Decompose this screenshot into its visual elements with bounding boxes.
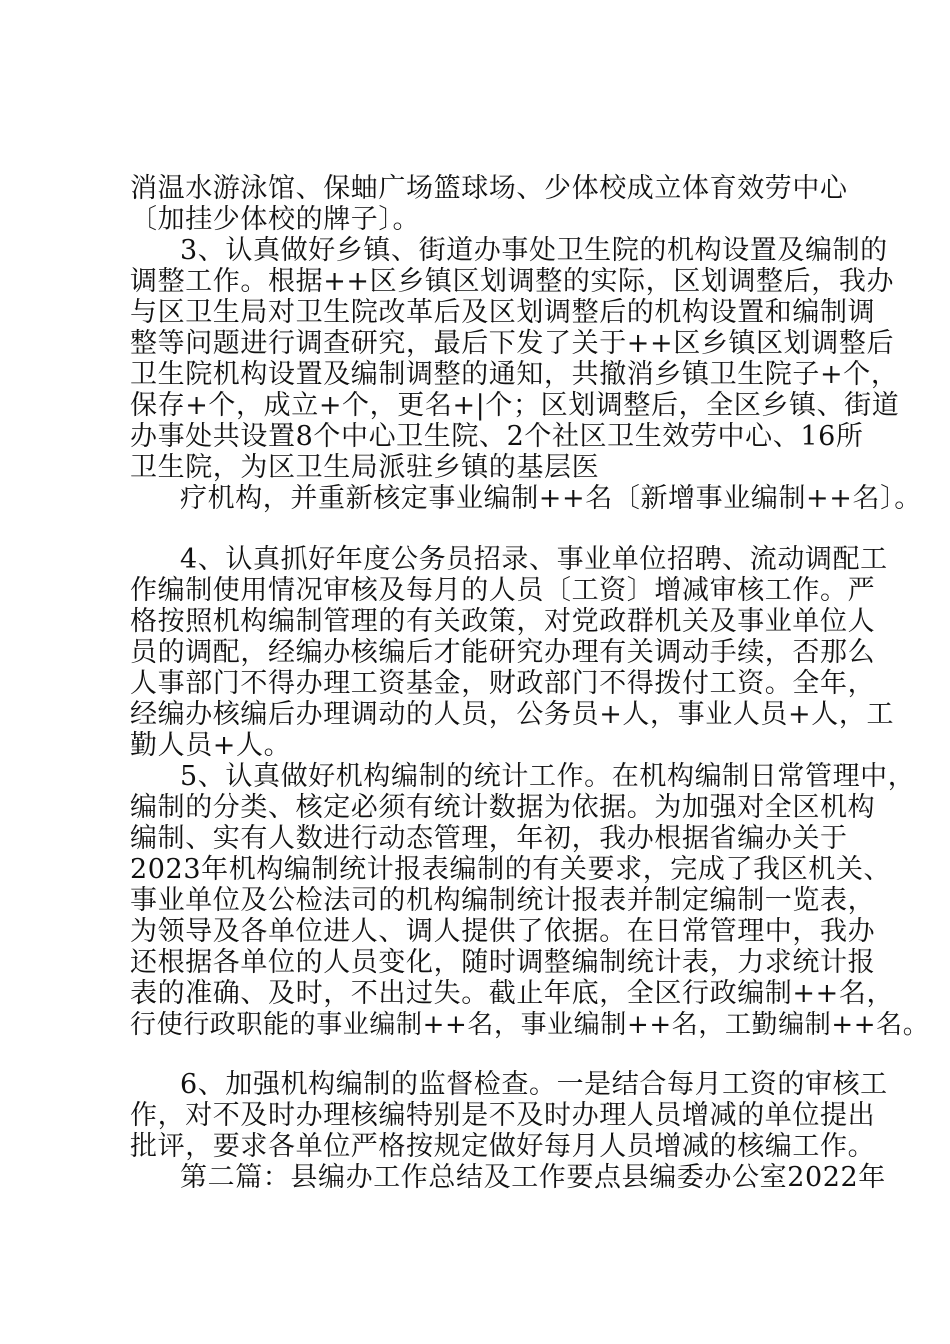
text-line: 编制、实有人数进行动态管理，年初，我办根据省编办关于 [130,823,848,854]
text-line: 格按照机构编制管理的有关政策，对党政群机关及事业单位人 [130,606,876,637]
text-line: 办事处共设置8个中心卫生院、2个社区卫生效劳中心、16所 [130,421,864,452]
text-line: 保存+个，成立+个，更名+|个；区划调整后，全区乡镇、街道 [130,390,900,421]
section-heading-line: 第二篇：县编办工作总结及工作要点县编委办公室2022年 [180,1162,886,1193]
text-line: 批评，要求各单位严格按规定做好每月人员增减的核编工作。 [130,1131,876,1162]
text-line: 员的调配，经编办核编后才能研究办理有关调动手续，否那么 [130,637,876,668]
text-line: 整等问题进行调查研究，最后下发了关于++区乡镇区划调整后 [130,328,895,359]
text-line: 作，对不及时办理核编特别是不及时办理人员增减的单位提出 [130,1100,876,1131]
text-line: 经编办核编后办理调动的人员，公务员+人，事业人员+人，工 [130,699,895,730]
text-line: 2023年机构编制统计报表编制的有关要求，完成了我区机关、 [130,854,892,885]
text-line: 事业单位及公检法司的机构编制统计报表并制定编制一览表， [130,885,876,916]
text-line: 与区卫生局对卫生院改革后及区划调整后的机构设置和编制调 [130,297,876,328]
paragraph-3-start: 3、认真做好乡镇、街道办事处卫生院的机构设置及编制的 [180,235,888,266]
text-line: 调整工作。根据++区乡镇区划调整的实际，区划调整后，我办 [130,266,895,297]
text-line: 表的准确、及时，不出过失。截止年底，全区行政编制++名， [130,978,895,1009]
text-line: 作编制使用情况审核及每月的人员〔工资〕增减审核工作。严 [130,575,876,606]
text-line: 疗机构，并重新核定事业编制++名〔新增事业编制++名〕。 [180,483,922,514]
text-line: 〔加挂少体校的牌子〕。 [130,204,421,235]
text-line: 为领导及各单位进人、调人提供了依据。在日常管理中，我办 [130,916,876,947]
text-line: 卫生院，为区卫生局派驻乡镇的基层医 [130,452,600,483]
text-line: 勤人员+人。 [130,730,292,761]
text-line: 卫生院机构设置及编制调整的通知，共撤消乡镇卫生院子+个， [130,359,899,390]
text-line: 编制的分类、核定必须有统计数据为依据。为加强对全区机构 [130,792,876,823]
text-line: 消温水游泳馆、保蚰广场篮球场、少体校成立体育效劳中心 [130,173,848,204]
paragraph-5-start: 5、认真做好机构编制的统计工作。在机构编制日常管理中， [180,761,916,792]
text-line: 人事部门不得办理工资基金，财政部门不得拨付工资。全年， [130,668,876,699]
paragraph-4-start: 4、认真抓好年度公务员招录、事业单位招聘、流动调配工 [180,544,888,575]
text-line: 行使行政职能的事业编制++名，事业编制++名，工勤编制++名。 [130,1010,930,1040]
text-line: 还根据各单位的人员变化，随时调整编制统计表，力求统计报 [130,947,876,978]
paragraph-6-start: 6、加强机构编制的监督检查。一是结合每月工资的审核工 [180,1069,888,1100]
